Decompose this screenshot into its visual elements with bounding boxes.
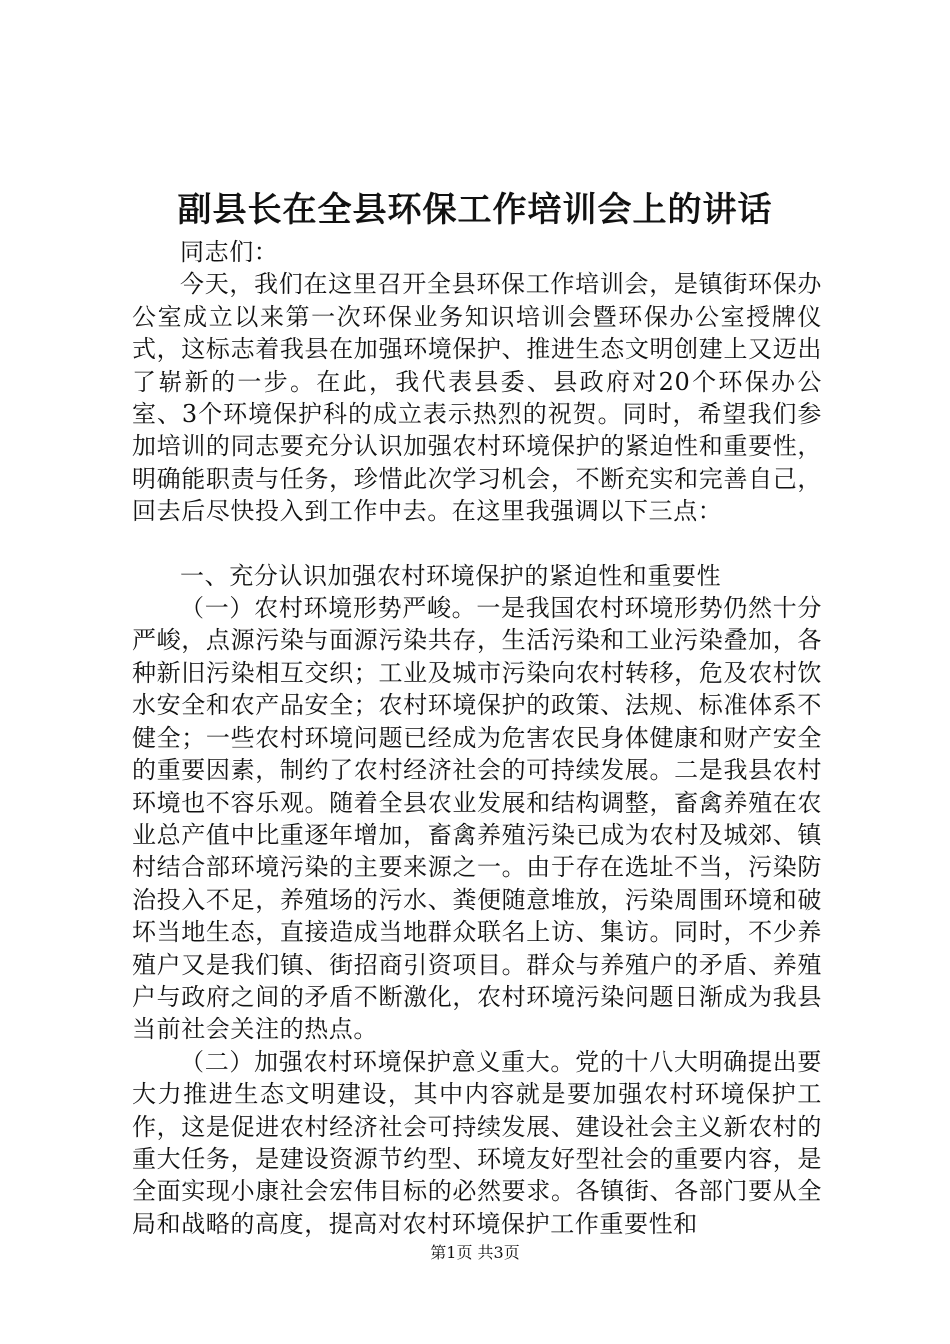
section-heading-1: 一、充分认识加强农村环境保护的紧迫性和重要性 <box>180 561 722 590</box>
paragraph-intro: 今天，我们在这里召开全县环保工作培训会，是镇街环保办公室成立以来第一次环保业务知识培训会暨环保办公室授牌仪式，这标志着我县在加强环境保护、推进生态文明创建上又迈出了崭新的一步。在此，我代表县委、县政府对20个环保办公室、3个环境保护科的成立表示热烈的祝贺。同时，希望我们参加培训的同志要充分认识加强农村环境保护的紧迫性和重要性，明确能职责与任务，珍惜此次学习机会，不断充实和完善自己，回去后尽快投入到工作中去。在这里我强调以下三点： <box>132 270 822 526</box>
salutation: 同志们： <box>180 238 279 266</box>
paragraph-section-1-2: （二）加强农村环境保护意义重大。党的十八大明确提出要大力推进生态文明建设，其中内容就是要加强农村环境保护工作，这是促进农村经济社会可持续发展、建设社会主义新农村的重大任务，是建设资源节约型、环境友好型社会的重要内容，是全面实现小康社会宏伟目标的必然要求。各镇街、各部门要从全局和战略的高度，提高对农村环境保护工作重要性和 <box>132 1047 822 1238</box>
paragraph-section-1-1: （一）农村环境形势严峻。一是我国农村环境形势仍然十分严峻，点源污染与面源污染共存，生活污染和工业污染叠加，各种新旧污染相互交织；工业及城市污染向农村转移，危及农村饮水安全和农产品安全；农村环境保护的政策、法规、标准体系不健全；一些农村环境问题已经成为危害农民身体健康和财产安全的重要因素，制约了农村经济社会的可持续发展。二是我县农村环境也不容乐观。随着全县农业发展和结构调整，畜禽养殖在农业总产值中比重逐年增加，畜禽养殖污染已成为农村及城郊、镇村结合部环境污染的主要来源之一。由于存在选址不当，污染防治投入不足，养殖场的污水、粪便随意堆放，污染周围环境和破坏当地生态，直接造成当地群众联名上访、集访。同时，不少养殖户又是我们镇、街招商引资项目。群众与养殖户的矛盾、养殖户与政府之间的矛盾不断激化，农村环境污染问题日渐成为我县当前社会关注的热点。 <box>132 594 822 1044</box>
page-footer: 第1页 共3页 <box>430 1243 520 1262</box>
document-title: 副县长在全县环保工作培训会上的讲话 <box>177 190 773 230</box>
document-body <box>132 236 822 1240</box>
